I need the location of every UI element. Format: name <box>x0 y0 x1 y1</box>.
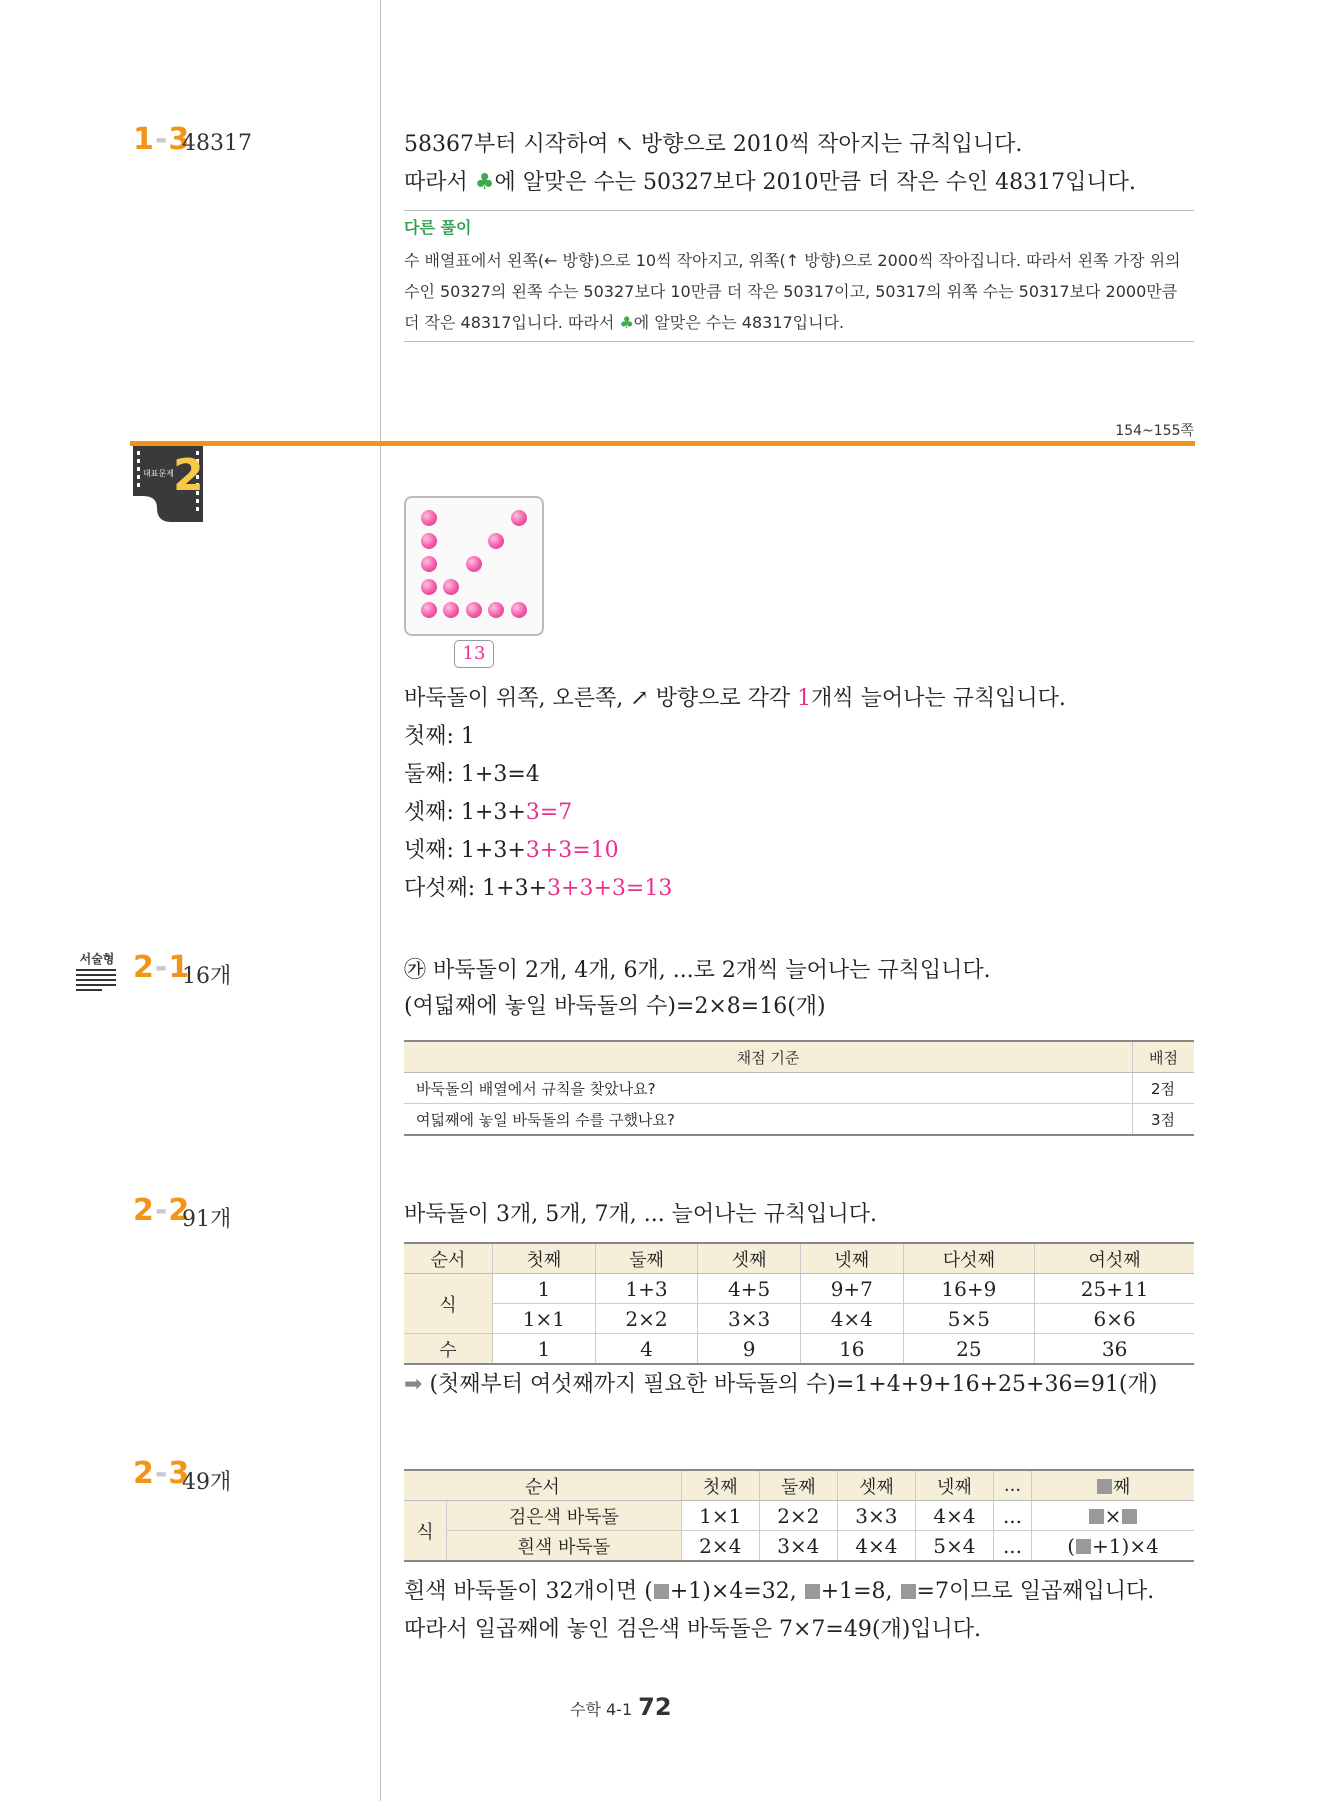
section-2-fourth <box>404 832 619 870</box>
square-icon <box>1097 1479 1112 1494</box>
text: ( <box>1067 1533 1076 1558</box>
section-2-third <box>404 794 572 832</box>
table-header: 셋째 <box>837 1470 915 1501</box>
table-cell: 25+11 <box>1035 1274 1194 1304</box>
table-cell: 4+5 <box>698 1274 801 1304</box>
pink-stone <box>421 510 437 526</box>
page-number: 72 <box>638 1693 672 1721</box>
problem-number-main: 2 <box>133 950 155 985</box>
highlight: 3+3+3=13 <box>547 876 673 901</box>
pink-stone <box>421 602 437 618</box>
table-cell: 16 <box>800 1334 903 1365</box>
page-reference: 154~155쪽 <box>1115 423 1194 439</box>
table-header: 넷째 <box>800 1243 903 1274</box>
arrow-right-icon: ➡ <box>404 1372 423 1397</box>
sequence-table-2-2 <box>404 1242 1194 1365</box>
table-cell: 16+9 <box>903 1274 1035 1304</box>
section-2-second: 둘째: 1+3=4 <box>404 762 540 787</box>
table-header: 여섯째 <box>1035 1243 1194 1274</box>
text: 흰색 바둑돌이 32개이면 ( <box>404 1579 653 1604</box>
answer-2-1: 16개 <box>182 964 232 989</box>
text: 따라서 <box>404 170 475 195</box>
table-cell: 1+3 <box>595 1274 698 1304</box>
table-header-row <box>404 1470 1194 1501</box>
table-row <box>404 1501 1194 1531</box>
rubric-header-row <box>404 1041 1194 1073</box>
rubric-header-points: 배점 <box>1133 1041 1195 1073</box>
club-icon: ♣ <box>619 313 634 332</box>
badge-number: 2 <box>173 450 204 501</box>
conclusion-2-2 <box>404 1366 1157 1404</box>
problem-number-main: 2 <box>133 1456 155 1491</box>
table-row <box>404 1073 1194 1104</box>
table-row <box>404 1334 1194 1365</box>
problem-number-sub: 2 <box>168 1193 191 1228</box>
table-cell: 2×2 <box>759 1501 837 1531</box>
footer-subject: 수학 4-1 <box>570 1700 633 1719</box>
problem-number-main: 2 <box>133 1193 155 1228</box>
row-label-expression: 식 <box>404 1501 447 1562</box>
square-icon <box>1122 1509 1137 1524</box>
table-cell: 5×5 <box>903 1304 1035 1334</box>
table-cell: 4×4 <box>837 1531 915 1562</box>
table-header: 둘째 <box>595 1243 698 1274</box>
table-header: 다섯째 <box>903 1243 1035 1274</box>
rubric-criteria: 여덟째에 놓일 바둑돌의 수를 구했나요? <box>404 1104 1133 1136</box>
table-cell: 1 <box>493 1274 596 1304</box>
section-2-first: 첫째: 1 <box>404 724 475 749</box>
problem-number-sep: - <box>154 122 169 157</box>
section-2-line1 <box>404 680 1066 718</box>
text: =7이므로 일곱째입니다. <box>916 1579 1155 1604</box>
text: +1=8, <box>820 1579 900 1604</box>
table-row <box>404 1274 1194 1304</box>
table-cell: ... <box>993 1501 1031 1531</box>
table-cell: 25 <box>903 1334 1035 1365</box>
highlight: 3=7 <box>525 800 573 825</box>
text: 에 알맞은 수는 50327보다 2010만큼 더 작은 수인 48317입니다. <box>494 170 1136 195</box>
pink-stone <box>421 556 437 572</box>
text: (첫째부터 여섯째까지 필요한 바둑돌의 수)=1+4+9+16+25+36=91(개) <box>429 1372 1158 1397</box>
rubric-header-criteria: 채점 기준 <box>404 1041 1133 1073</box>
text: 셋째: 1+3+ <box>404 800 526 825</box>
square-icon <box>1089 1509 1104 1524</box>
table-header: 첫째 <box>493 1243 596 1274</box>
problem-number-sub: 1 <box>168 950 191 985</box>
answer-2-2: 91개 <box>182 1207 232 1232</box>
text: 넷째: 1+3+ <box>404 838 526 863</box>
club-icon: ♣ <box>474 170 495 195</box>
problem-number-sub: 3 <box>168 1456 191 1491</box>
table-header: ... <box>993 1470 1031 1501</box>
pink-stone <box>466 602 482 618</box>
explanation-2-1-line2: (여덟째에 놓일 바둑돌의 수)=2×8=16(개) <box>404 994 826 1019</box>
row-label-expression: 식 <box>404 1274 493 1334</box>
pink-stone <box>443 579 459 595</box>
table-cell: 9 <box>698 1334 801 1365</box>
table-cell: 4×4 <box>915 1501 993 1531</box>
table-cell <box>1032 1531 1194 1562</box>
square-icon <box>901 1584 916 1599</box>
table-cell: 1×1 <box>681 1501 759 1531</box>
text: 수 배열표에서 왼쪽(← 방향)으로 10씩 작아지고, 위쪽(↑ 방향)으로 2000씩 작아집니다. 따라서 왼쪽 가장 위의 수인 50327의 왼쪽 수는 50327보다 10만큼 더 작은 50317이고, 50317의 위쪽 수는 50317보다 2000만큼 더 작은 48317입니다. 따라서 <box>404 251 1181 332</box>
alternative-solution-title: 다른 풀이 <box>404 218 472 237</box>
problem-number-sep: - <box>154 950 169 985</box>
table-cell: 1 <box>493 1334 596 1365</box>
table-cell: ... <box>993 1531 1031 1562</box>
badge-label: 대표문제 <box>143 469 174 478</box>
pink-stone <box>511 510 527 526</box>
row-label-white: 흰색 바둑돌 <box>447 1531 682 1562</box>
text: 에 알맞은 수는 48317입니다. <box>633 313 845 332</box>
explanation-2-3-line1 <box>404 1573 1154 1611</box>
text: × <box>1104 1503 1122 1528</box>
pink-stone <box>511 602 527 618</box>
answer-2-3: 49개 <box>182 1470 232 1495</box>
table-row <box>404 1304 1194 1334</box>
pink-stone <box>443 602 459 618</box>
table-cell: 9+7 <box>800 1274 903 1304</box>
scoring-rubric-table <box>404 1040 1194 1136</box>
page-footer <box>570 1693 672 1721</box>
essay-type-label <box>76 950 118 997</box>
table-cell: 4 <box>595 1334 698 1365</box>
alternative-solution-box <box>404 210 1194 342</box>
table-cell: 3×3 <box>837 1501 915 1531</box>
table-cell: 3×4 <box>759 1531 837 1562</box>
table-header: 순서 <box>404 1470 681 1501</box>
text: 바둑돌이 위쪽, 오른쪽, ↗ 방향으로 각각 <box>404 686 798 711</box>
problem-number-main: 1 <box>133 122 155 157</box>
highlight: 1 <box>797 686 812 711</box>
table-cell: 4×4 <box>800 1304 903 1334</box>
pink-stone <box>488 533 504 549</box>
square-icon <box>805 1584 820 1599</box>
explanation-1-3-line1: 58367부터 시작하여 ↖ 방향으로 2010씩 작아지는 규칙입니다. <box>404 132 1023 157</box>
table-cell: 1×1 <box>493 1304 596 1334</box>
problem-number-sub: 3 <box>168 122 191 157</box>
text: 개씩 늘어나는 규칙입니다. <box>811 686 1066 711</box>
pink-stone <box>466 556 482 572</box>
answer-box-13: 13 <box>454 640 494 668</box>
explanation-2-3-line2: 따라서 일곱째에 놓인 검은색 바둑돌은 7×7=49(개)입니다. <box>404 1617 982 1642</box>
table-row <box>404 1531 1194 1562</box>
table-header: 둘째 <box>759 1470 837 1501</box>
alternative-solution-text <box>404 245 1194 338</box>
table-cell <box>1032 1501 1194 1531</box>
rubric-criteria: 바둑돌의 배열에서 규칙을 찾았나요? <box>404 1073 1133 1104</box>
essay-label-text: 서술형 <box>79 952 115 966</box>
table-row <box>404 1104 1194 1136</box>
table-cell: 6×6 <box>1035 1304 1194 1334</box>
table-cell: 36 <box>1035 1334 1194 1365</box>
highlight: 3+3=10 <box>525 838 619 863</box>
table-header-last <box>1032 1470 1194 1501</box>
table-header: 순서 <box>404 1243 493 1274</box>
column-divider <box>380 0 381 1801</box>
section-divider-bar <box>130 441 1195 446</box>
table-cell: 2×2 <box>595 1304 698 1334</box>
explanation-2-2-line1: 바둑돌이 3개, 5개, 7개, ... 늘어나는 규칙입니다. <box>404 1202 877 1227</box>
row-label-count: 수 <box>404 1334 493 1365</box>
square-icon <box>654 1584 669 1599</box>
text: 째 <box>1112 1476 1131 1498</box>
explanation-1-3-line2 <box>404 164 1136 202</box>
stone-pattern-figure <box>404 496 544 636</box>
table-header: 셋째 <box>698 1243 801 1274</box>
problem-number-sep: - <box>154 1456 169 1491</box>
text: +1)×4=32, <box>669 1579 804 1604</box>
square-icon <box>1076 1539 1091 1554</box>
section-2-fifth <box>404 870 672 908</box>
sequence-table-2-3 <box>404 1469 1194 1562</box>
table-header: 첫째 <box>681 1470 759 1501</box>
table-cell: 2×4 <box>681 1531 759 1562</box>
pink-stone <box>488 602 504 618</box>
pink-stone <box>421 579 437 595</box>
representative-problem-badge <box>133 446 203 522</box>
text: +1)×4 <box>1092 1533 1159 1558</box>
essay-lines-icon <box>76 967 118 993</box>
table-header-row <box>404 1243 1194 1274</box>
answer-1-3: 48317 <box>182 131 252 156</box>
rubric-points: 3점 <box>1133 1104 1195 1136</box>
explanation-2-1-line1: ㉮ 바둑돌이 2개, 4개, 6개, ...로 2개씩 늘어나는 규칙입니다. <box>404 958 991 983</box>
text: 다섯째: 1+3+ <box>404 876 548 901</box>
problem-number-sep: - <box>154 1193 169 1228</box>
table-header: 넷째 <box>915 1470 993 1501</box>
row-label-black: 검은색 바둑돌 <box>447 1501 682 1531</box>
pink-stone <box>421 533 437 549</box>
table-cell: 5×4 <box>915 1531 993 1562</box>
rubric-points: 2점 <box>1133 1073 1195 1104</box>
table-cell: 3×3 <box>698 1304 801 1334</box>
